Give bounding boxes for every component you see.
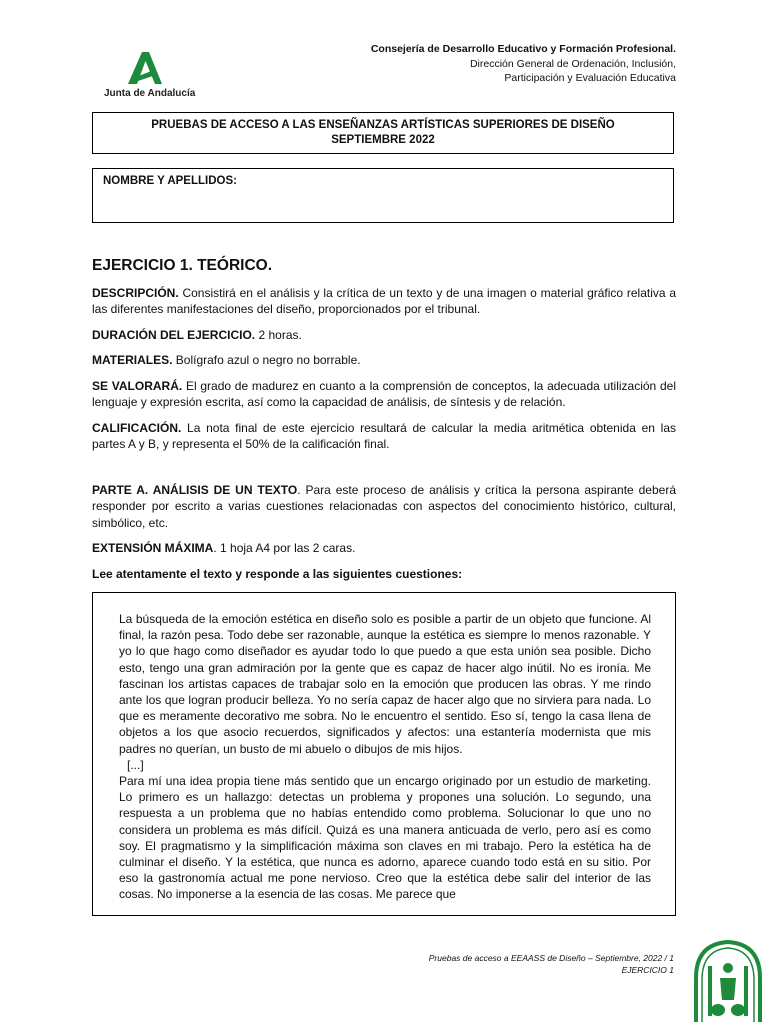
ministry-line-2: Dirección General de Ordenación, Inclusión, [469, 57, 676, 70]
reading-paragraph-2: Para mí una idea propia tiene más sentido que un encargo originado por un estudio de marketing. Lo primero es un hallazgo: detectas un problema y propones una solución. Lo segundo, una respuesta a un problema que no habías entendido como problema. Solucionar lo que uno no considera un problema es más difícil. Quizá es una manera anticuada de verlo, pero así es como soy. El pragmatismo y la simplificación máxima son claves en mi trabajo. Pero la estética ha de culminar el diseño. Y la estética, que nunca es adorno, aparece cuando todo está en su sitio. Por eso la gastronomía actual me pone nervioso. Creo que la estética debe salir del interior de las cosas. No imponerse a la esencia de las cosas. Me parece que [119, 774, 651, 902]
junta-a-logo-icon [122, 50, 168, 86]
ministry-line-3: Participación y Evaluación Educativa [504, 72, 676, 84]
ministry-header [371, 42, 676, 86]
name-field-label: NOMBRE Y APELLIDOS: [103, 175, 237, 187]
exam-title: PRUEBAS DE ACCESO A LAS ENSEÑANZAS ARTÍSTICAS SUPERIORES DE DISEÑO [151, 119, 615, 131]
extension-paragraph [92, 540, 676, 557]
reading-paragraph-1: La búsqueda de la emoción estética en diseño solo es posible a partir de un objeto que funcione. Al final, la razón pesa. Todo debe ser razonable, aunque la estética es siempre lo menos razonable. Y yo lo que hago como diseñador es ayudar todo lo que puedo a que esta unión sea posible. Dicho esto, tengo una gran admiración por la gente que es capaz de hacer algo inútil. No es ironía. Me fascinan los artistas capaces de trabajar solo en la emoción que producen las obras. Y me rindo ante los que logran producir belleza. Yo no sería capaz de hacer algo que no sirviera para nada. Lo que es meramente decorativo me sobra. No le encuentro el sentido. Eso sí, tengo la casa llena de objetos a los que asocio recuerdos, significados y afectos: una estantería modernista que mis padres no querían, un busto de mi abuelo o dibujos de mis hijos. [119, 612, 651, 756]
exam-title-box [92, 112, 674, 154]
assessment-paragraph [92, 378, 676, 411]
reading-instruction [92, 566, 676, 583]
junta-logo [92, 40, 202, 106]
grading-text: La nota final de este ejercicio resultará de calcular la media aritmética obtenida en las partes A y B, y representa el 50% de la calificación final. [92, 420, 676, 451]
page-footer [429, 952, 674, 976]
grading-paragraph [92, 420, 676, 453]
part-a-paragraph [92, 482, 676, 532]
description-paragraph [92, 285, 676, 318]
exercise-heading: EJERCICIO 1. TEÓRICO. [92, 257, 273, 274]
description-label: DESCRIPCIÓN. [92, 285, 179, 300]
ministry-line-1: Consejería de Desarrollo Educativo y Formación Profesional. [370, 43, 676, 55]
extension-text: . 1 hoja A4 por las 2 caras. [213, 541, 356, 555]
andalucia-seal-icon [690, 938, 766, 1024]
duration-text: 2 horas. [255, 327, 302, 342]
footer-line-2: EJERCICIO 1 [621, 965, 674, 975]
materials-paragraph [92, 352, 676, 369]
reading-text-box [92, 592, 676, 916]
part-a-label: PARTE A. ANÁLISIS DE UN TEXTO [92, 482, 298, 497]
reading-ellipsis: [...] [127, 757, 144, 772]
extension-label: EXTENSIÓN MÁXIMA [92, 541, 214, 555]
duration-paragraph [92, 327, 676, 344]
grading-label: CALIFICACIÓN. [92, 420, 182, 435]
exam-date: SEPTIEMBRE 2022 [331, 134, 435, 146]
footer-line-1: Pruebas de acceso a EEAASS de Diseño – Septiembre, 2022 / 1 [428, 953, 674, 963]
assessment-label: SE VALORARÁ. [92, 378, 183, 393]
name-field-box[interactable] [92, 168, 674, 223]
reading-instruction-text: Lee atentamente el texto y responde a las siguientes cuestiones: [92, 566, 463, 581]
duration-label: DURACIÓN DEL EJERCICIO. [92, 327, 256, 342]
assessment-text: El grado de madurez en cuanto a la comprensión de conceptos, la adecuada utilización del lenguaje y expresión escrita, así como la capacidad de análisis, de síntesis y de relación. [92, 378, 676, 409]
materials-label: MATERIALES. [92, 353, 173, 367]
materials-text: Bolígrafo azul o negro no borrable. [172, 353, 361, 367]
description-text: Consistirá en el análisis y la crítica de un texto y de una imagen o material gráfico relativa a las diferentes manifestaciones del diseño, proporcionados por el tribunal. [92, 285, 676, 316]
part-a-text: . Para este proceso de análisis y crítica la persona aspirante deberá responder por escrito a varias cuestiones relacionadas con aspectos del conocimiento histórico, cultural, simbólico, etc. [92, 482, 676, 530]
logo-text: Junta de Andalucía [104, 88, 196, 99]
exercise-section [92, 258, 676, 591]
